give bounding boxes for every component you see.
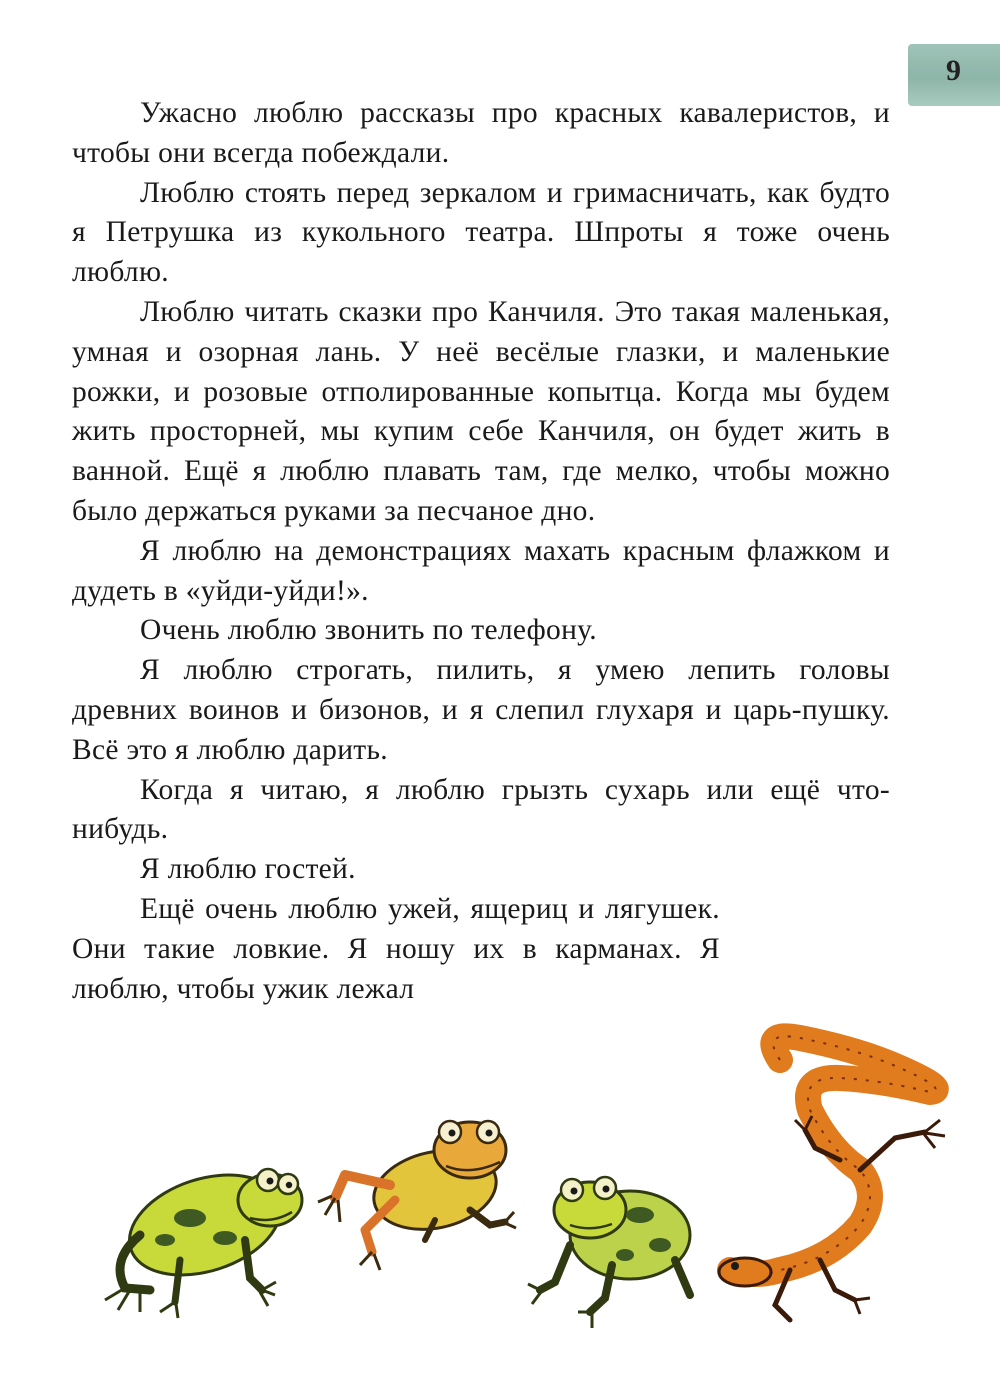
paragraph: Очень люблю звонить по телефону. [140,614,597,647]
paragraph: Я люблю строгать, пилить, я умею лепить головы древних воинов и бизонов, и я слепил глухаря и царь-пушку. Всё это я люблю дарить. [72,654,890,766]
paragraph: Ужасно люблю рассказы про красных кавалеристов, и чтобы они всегда побеждали. [72,97,890,169]
story-text [72,94,890,1009]
paragraph: Ещё очень люблю ужей, ящериц и лягушек. Они такие ловкие. Я ношу их в карманах. Я люблю, чтобы ужик лежал [72,892,720,1005]
paragraph: Я люблю гостей. [140,853,356,886]
page-number: 9 [946,54,961,87]
paragraph: Я люблю на демонстрациях махать красным флажком и дудеть в «уйди-уйди!». [72,534,890,607]
frog-illustration [318,1121,516,1270]
animals-illustration [0,1020,1000,1378]
lizard-illustration [719,1036,945,1320]
frog-illustration [528,1177,690,1328]
paragraph: Когда я читаю, я люблю грызть сухарь или ещё что-нибудь. [72,773,890,846]
paragraph: Люблю стоять перед зеркалом и гримасничать, как будто я Петрушка из кукольного театра. Шпроты я тоже очень люблю. [72,176,890,289]
frog-illustration [105,1157,302,1318]
page-number-tab [908,44,1000,106]
paragraph: Люблю читать сказки про Канчиля. Это такая маленькая, умная и озорная лань. У неё весёлые глазки, и маленькие рожки, и розовые отполированные копытца. Когда мы будем жить просторней, мы купим себе Канчиля, он будет жить в ванной. Ещё я люблю плавать там, где мелко, чтобы можно было держаться руками за песчаное дно. [72,295,890,527]
